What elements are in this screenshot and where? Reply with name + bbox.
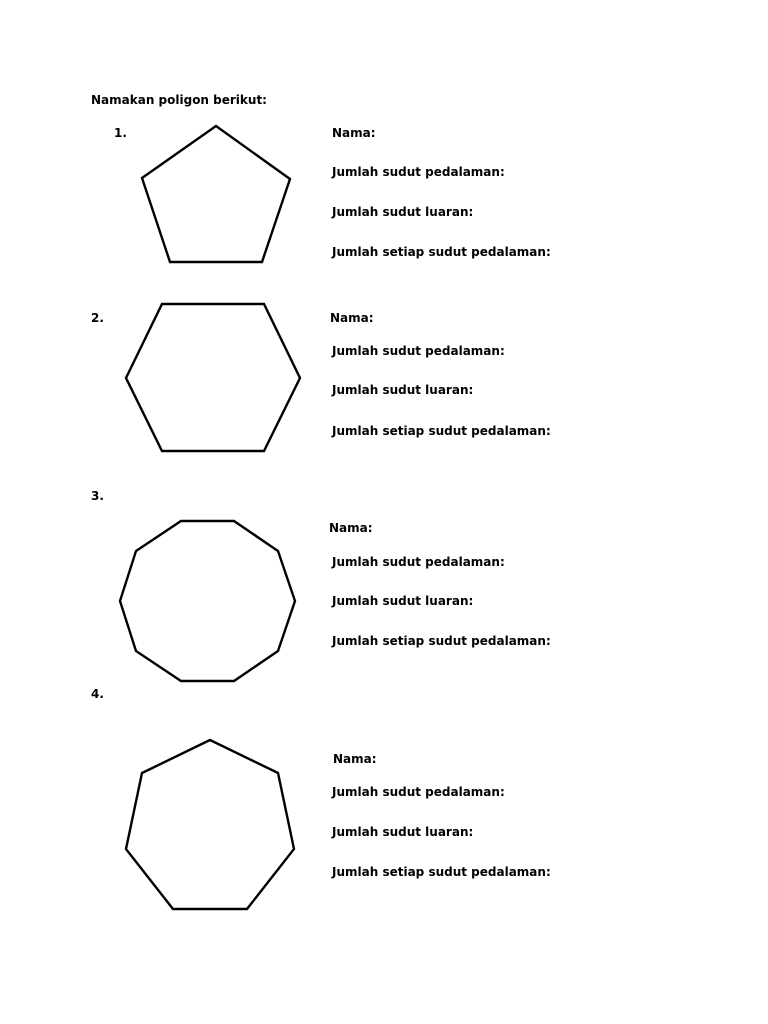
instruction-heading: Namakan poligon berikut: [91, 93, 267, 107]
question-1-name-label: Nama: [332, 126, 376, 140]
question-3-exterior-sum-label: Jumlah sudut luaran: [332, 594, 474, 608]
question-3-name-label: Nama: [329, 521, 373, 535]
question-2-interior-sum-label: Jumlah sudut pedalaman: [332, 344, 505, 358]
question-3-each-interior-label: Jumlah setiap sudut pedalaman: [332, 634, 551, 648]
question-4-name-label: Nama: [333, 752, 377, 766]
question-1-interior-sum-label: Jumlah sudut pedalaman: [332, 165, 505, 179]
question-3-interior-sum-label: Jumlah sudut pedalaman: [332, 555, 505, 569]
question-4-exterior-sum-label: Jumlah sudut luaran: [332, 825, 474, 839]
question-2-each-interior-label: Jumlah setiap sudut pedalaman: [332, 424, 551, 438]
question-1-each-interior-label: Jumlah setiap sudut pedalaman: [332, 245, 551, 259]
question-4-each-interior-label: Jumlah setiap sudut pedalaman: [332, 865, 551, 879]
question-4-number: 4. [91, 687, 104, 701]
question-2-name-label: Nama: [330, 311, 374, 325]
question-3-number: 3. [91, 489, 104, 503]
question-2-exterior-sum-label: Jumlah sudut luaran: [332, 383, 474, 397]
question-1-number: 1. [114, 126, 127, 140]
question-2-number: 2. [91, 311, 104, 325]
question-1-exterior-sum-label: Jumlah sudut luaran: [332, 205, 474, 219]
question-4-interior-sum-label: Jumlah sudut pedalaman: [332, 785, 505, 799]
